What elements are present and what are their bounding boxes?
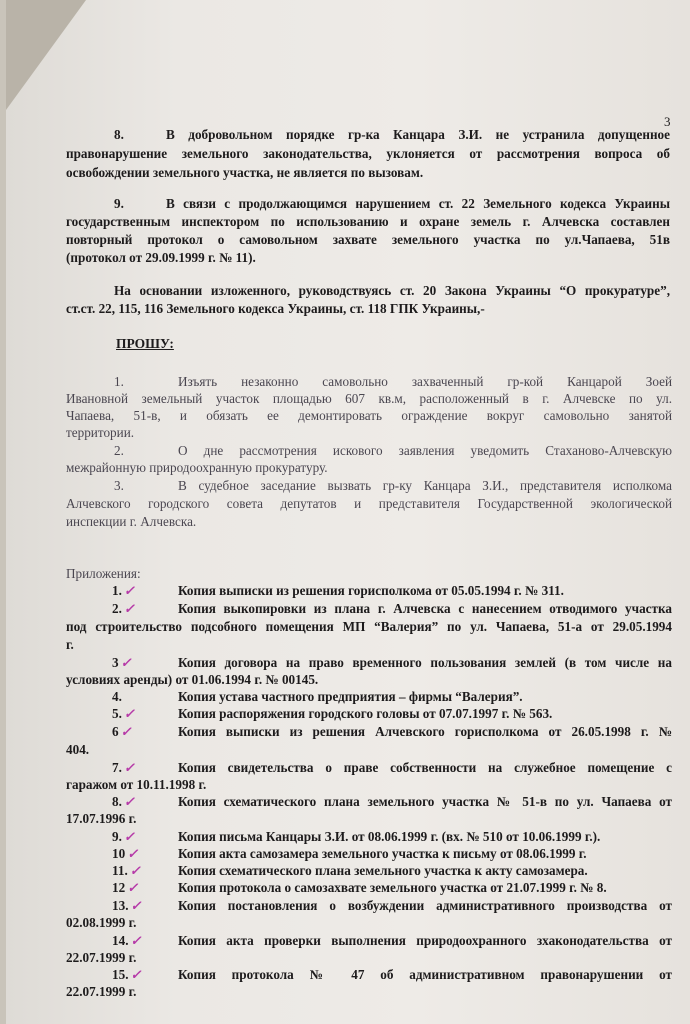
appendix-9-line1: Копия письма Канцары З.И. от 08.06.1999 г. (вх. № 510 от 10.06.1999 г.).: [178, 829, 601, 844]
checkmark-icon: ✓: [127, 880, 139, 895]
checkmark-icon: ✓: [123, 829, 135, 844]
request2-line1: О дне рассмотрения искового заявления уведомить Стаханово-Алчевскую: [178, 443, 672, 458]
checkmark-icon: ✓: [120, 724, 132, 739]
appendix-6-line2: 404.: [66, 742, 90, 757]
request3-line3: инспекции г. Алчевска.: [66, 514, 197, 529]
page-number: 3: [664, 114, 671, 129]
request1-line1: Изъять незаконно самовольно захваченный гр-кой Канцарой Зоей: [178, 374, 672, 389]
checkmark-icon: ✓: [123, 601, 135, 616]
request1-number: 1.: [114, 374, 124, 389]
appendix-8-number: 8. ✓: [112, 794, 135, 809]
appendix-2-number: 2. ✓: [112, 601, 135, 616]
appendix-13-number: 13. ✓: [112, 898, 142, 913]
appendix-2-line3: г.: [66, 637, 74, 652]
para9-line4: (протокол от 29.09.1999 г. № 11).: [66, 250, 256, 265]
para9-line2: государственным инспектором по использованию и охране земель г. Алчевска составлен: [66, 214, 670, 229]
appendix-13-line2: 02.08.1999 г.: [66, 915, 137, 930]
request3-number: 3.: [114, 478, 124, 493]
appendix-3-number: 3 ✓: [112, 655, 132, 670]
appendix-7-number: 7. ✓: [112, 760, 135, 775]
basis-line1: На основании изложенного, руководствуясь ст. 20 Закона Украины “О прокуратуре”,: [114, 283, 670, 298]
checkmark-icon: ✓: [120, 655, 132, 670]
request1-line2: Ивановной земельный участок площадью 607 кв.м, расположенный в г. Алчевске по ул.: [66, 391, 672, 406]
appendix-2-line1: Копия выкопировки из плана г. Алчевска с нанесением отводимого участка: [178, 601, 672, 616]
appendix-4-line1: Копия устава частного предприятия – фирмы “Валерия”.: [178, 689, 523, 704]
appendix-1-line1: Копия выписки из решения горисполкома от 05.05.1994 г. № 311.: [178, 583, 564, 598]
appendix-5-line1: Копия распоряжения городского головы от 07.07.1997 г. № 563.: [178, 706, 553, 721]
checkmark-icon: ✓: [123, 706, 135, 721]
checkmark-icon: ✓: [129, 863, 141, 878]
appendix-10-line1: Копия акта самозамера земельного участка к письму от 08.06.1999 г.: [178, 846, 587, 861]
appendix-12-number: 12 ✓: [112, 880, 139, 895]
checkmark-icon: ✓: [130, 967, 142, 982]
para8-line3: освобождении земельного участка, не является по вызовам.: [66, 165, 424, 180]
para8-line2: правонарушение земельного законодательства, уклоняется от рассмотрения вопроса об: [66, 146, 670, 161]
appendix-9-number: 9. ✓: [112, 829, 135, 844]
appendix-8-line1: Копия схематического плана земельного участка № 51-в по ул. Чапаева от: [178, 794, 672, 809]
document-page: [6, 0, 690, 1024]
appendix-3-line2: условиях аренды) от 01.06.1994 г. № 00145.: [66, 672, 319, 687]
appendix-14-number: 14. ✓: [112, 933, 142, 948]
request3-line1: В судебное заседание вызвать гр-ку Канцара З.И., представителя исполкома: [178, 478, 672, 493]
appendix-11-number: 11. ✓: [112, 863, 141, 878]
appendix-8-line2: 17.07.1996 г.: [66, 811, 137, 826]
para8-number: 8.: [114, 127, 124, 142]
request2-number: 2.: [114, 443, 124, 458]
checkmark-icon: ✓: [130, 933, 142, 948]
checkmark-icon: ✓: [130, 898, 142, 913]
request1-line3: Чапаева, 51-в, и обязать ее демонтировать ограждение вокруг самовольно занятой: [66, 408, 672, 423]
para9-line3: повторный протокол о самовольном захвате земельного участка по ул.Чапаева, 51в: [66, 232, 670, 247]
appendix-14-line2: 22.07.1999 г.: [66, 950, 137, 965]
appendix-2-line2: под строительство подсобного помещения МП “Валерия” по ул. Чапаева, 51-а от 29.05.1994: [66, 619, 672, 634]
checkmark-icon: ✓: [123, 794, 135, 809]
checkmark-icon: ✓: [123, 583, 135, 598]
appendix-15-line2: 22.07.1999 г.: [66, 984, 137, 999]
appendix-4-number: 4.: [112, 689, 122, 704]
request1-line4: территории.: [66, 425, 135, 440]
appendix-15-number: 15. ✓: [112, 967, 142, 982]
appendix-15-line1: Копия протокола № 47 об административном правонарушении от: [178, 967, 672, 982]
appendix-heading: Приложения:: [66, 566, 141, 581]
folded-corner: [6, 0, 86, 110]
basis-line2: ст.ст. 22, 115, 116 Земельного кодекса Украины, ст. 118 ГПК Украины,-: [66, 301, 485, 316]
appendix-13-line1: Копия постановления о возбуждении административного производства от: [178, 898, 672, 913]
appendix-7-line1: Копия свидетельства о праве собственности на служебное помещение с: [178, 760, 672, 775]
appendix-6-line1: Копия выписки из решения Алчевского горисполкома от 26.05.1998 г. №: [178, 724, 672, 739]
para9-number: 9.: [114, 196, 124, 211]
appendix-5-number: 5. ✓: [112, 706, 135, 721]
appendix-3-line1: Копия договора на право временного пользования землей (в том числе на: [178, 655, 672, 670]
appendix-14-line1: Копия акта проверки выполнения природоохранного зхаконодательства от: [178, 933, 672, 948]
appendix-11-line1: Копия схематического плана земельного участка к акту самозамера.: [178, 863, 588, 878]
request3-line2: Алчевского городского совета депутатов и представителя Государственной экологической: [66, 496, 672, 511]
appendix-10-number: 10 ✓: [112, 846, 139, 861]
appendix-12-line1: Копия протокола о самозахвате земельного участка от 21.07.1999 г. № 8.: [178, 880, 607, 895]
appendix-1-number: 1. ✓: [112, 583, 135, 598]
appendix-6-number: 6 ✓: [112, 724, 132, 739]
checkmark-icon: ✓: [123, 760, 135, 775]
para8-line1: В добровольном порядке гр-ка Канцара З.И. не устранила допущенное: [166, 127, 670, 142]
request2-line2: межрайонную природоохранную прокуратуру.: [66, 460, 328, 475]
checkmark-icon: ✓: [127, 846, 139, 861]
request-heading: ПРОШУ:: [116, 336, 174, 351]
para9-line1: В связи с продолжающимся нарушением ст. 22 Земельного кодекса Украины: [166, 196, 670, 211]
appendix-7-line2: гаражом от 10.11.1998 г.: [66, 777, 207, 792]
